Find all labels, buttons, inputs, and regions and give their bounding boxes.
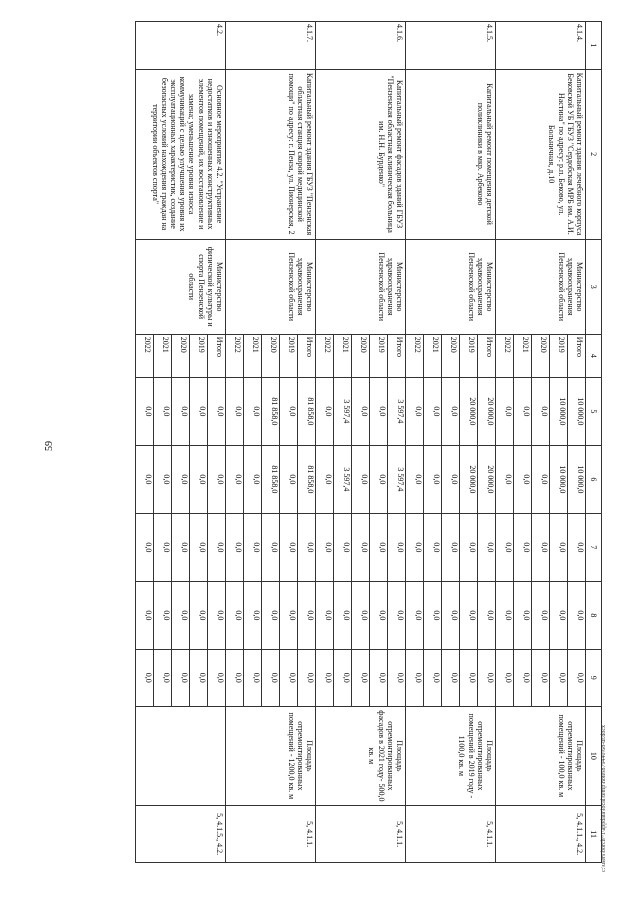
value-cell-c5: 0,0 xyxy=(532,377,550,445)
table-row xyxy=(298,22,316,863)
value-cell-c9: 0,0 xyxy=(136,649,154,706)
value-cell-c5: 0,0 xyxy=(316,377,334,445)
activity-number: 4.1.7. xyxy=(226,22,316,70)
value-cell-c6: 81 858,0 xyxy=(262,445,280,513)
page-number: 59 xyxy=(44,441,55,451)
value-cell-c7: 0,0 xyxy=(316,513,334,581)
value-cell-c5: 81 858,0 xyxy=(298,377,316,445)
value-cell-c9: 0,0 xyxy=(568,649,586,706)
value-cell-c6: 0,0 xyxy=(316,445,334,513)
value-cell-c8: 0,0 xyxy=(262,581,280,649)
value-cell-c8: 0,0 xyxy=(154,581,172,649)
value-cell-c6: 10 000,0 xyxy=(550,445,568,513)
value-cell-c9: 0,0 xyxy=(424,649,442,706)
year-label: 2021 xyxy=(154,334,172,377)
value-cell-c6: 81 858,0 xyxy=(298,445,316,513)
value-cell-c5: 0,0 xyxy=(424,377,442,445)
value-cell-c5: 20 000,0 xyxy=(460,377,478,445)
value-cell-c8: 0,0 xyxy=(370,581,388,649)
value-cell-c7: 0,0 xyxy=(496,513,514,581)
col-header-11: 11 xyxy=(586,806,602,863)
year-label: 2021 xyxy=(334,334,352,377)
table-row xyxy=(568,22,586,863)
year-label: 2022 xyxy=(406,334,424,377)
value-cell-c7: 0,0 xyxy=(262,513,280,581)
value-cell-c9: 0,0 xyxy=(388,649,406,706)
activity-number: 4.1.4. xyxy=(496,22,586,70)
reference-numbers: 5, 4.1.5., 4.2. xyxy=(136,806,226,863)
value-cell-c6: 0,0 xyxy=(424,445,442,513)
value-cell-c7: 0,0 xyxy=(568,513,586,581)
table-body xyxy=(136,22,602,863)
value-cell-c6: 0,0 xyxy=(442,445,460,513)
value-cell-c9: 0,0 xyxy=(406,649,424,706)
value-cell-c7: 0,0 xyxy=(208,513,226,581)
indicator-text: Площадь отремонтированных помещений в 2019 году - 1100,0 кв. м xyxy=(406,706,496,806)
value-cell-c7: 0,0 xyxy=(442,513,460,581)
value-cell-c6: 0,0 xyxy=(154,445,172,513)
value-cell-c8: 0,0 xyxy=(172,581,190,649)
rotated-table-container xyxy=(102,21,602,863)
value-cell-c8: 0,0 xyxy=(406,581,424,649)
value-cell-c6: 0,0 xyxy=(514,445,532,513)
activity-name: Капитальный ремонт здания ГБУЗ "Пензенская областная станция скорой медицинской помощи" по адресу: г. Пенза, ул. Пионерская, 2 xyxy=(226,69,316,239)
year-label: 2020 xyxy=(172,334,190,377)
value-cell-c6: 0,0 xyxy=(406,445,424,513)
value-cell-c8: 0,0 xyxy=(136,581,154,649)
value-cell-c9: 0,0 xyxy=(190,649,208,706)
value-cell-c8: 0,0 xyxy=(244,581,262,649)
value-cell-c5: 0,0 xyxy=(496,377,514,445)
value-cell-c8: 0,0 xyxy=(442,581,460,649)
value-cell-c5: 81 858,0 xyxy=(262,377,280,445)
value-cell-c8: 0,0 xyxy=(298,581,316,649)
value-cell-c8: 0,0 xyxy=(334,581,352,649)
value-cell-c9: 0,0 xyxy=(352,649,370,706)
year-label: Итого xyxy=(298,334,316,377)
value-cell-c5: 0,0 xyxy=(514,377,532,445)
value-cell-c6: 0,0 xyxy=(280,445,298,513)
executor-name: Министерство здравоохранения Пензенской области xyxy=(316,239,406,334)
value-cell-c5: 0,0 xyxy=(370,377,388,445)
value-cell-c7: 0,0 xyxy=(244,513,262,581)
year-label: 2019 xyxy=(550,334,568,377)
reference-numbers: 5, 4.1.1. xyxy=(226,806,316,863)
value-cell-c9: 0,0 xyxy=(514,649,532,706)
year-label: 2020 xyxy=(442,334,460,377)
column-number-row xyxy=(586,22,602,863)
value-cell-c8: 0,0 xyxy=(460,581,478,649)
value-cell-c7: 0,0 xyxy=(406,513,424,581)
value-cell-c8: 0,0 xyxy=(352,581,370,649)
value-cell-c6: 0,0 xyxy=(190,445,208,513)
activity-name: Капитальный ремонт фасадов зданий ГБУЗ "Пензенская областная клиническая больница им. Н.Н. Бурденко" xyxy=(316,69,406,239)
col-header-1: 1 xyxy=(586,22,602,70)
year-label: 2022 xyxy=(496,334,514,377)
value-cell-c8: 0,0 xyxy=(316,581,334,649)
value-cell-c9: 0,0 xyxy=(532,649,550,706)
value-cell-c8: 0,0 xyxy=(424,581,442,649)
value-cell-c9: 0,0 xyxy=(154,649,172,706)
year-label: 2020 xyxy=(352,334,370,377)
value-cell-c5: 10 000,0 xyxy=(550,377,568,445)
executor-name: Министерство физической культуры и спорта Пензенской области xyxy=(136,239,226,334)
table-row xyxy=(208,22,226,863)
value-cell-c5: 0,0 xyxy=(406,377,424,445)
year-label: 2019 xyxy=(460,334,478,377)
year-label: 2021 xyxy=(514,334,532,377)
value-cell-c5: 0,0 xyxy=(190,377,208,445)
year-label: 2022 xyxy=(136,334,154,377)
year-label: 2019 xyxy=(190,334,208,377)
year-label: 2021 xyxy=(424,334,442,377)
year-label: Итого xyxy=(388,334,406,377)
value-cell-c6: 0,0 xyxy=(496,445,514,513)
reference-numbers: 5, 4.1.1. xyxy=(406,806,496,863)
value-cell-c5: 3 597,4 xyxy=(388,377,406,445)
value-cell-c8: 0,0 xyxy=(388,581,406,649)
value-cell-c9: 0,0 xyxy=(226,649,244,706)
value-cell-c8: 0,0 xyxy=(496,581,514,649)
year-label: Итого xyxy=(478,334,496,377)
col-header-4: 4 xyxy=(586,334,602,377)
year-label: 2022 xyxy=(226,334,244,377)
col-header-9: 9 xyxy=(586,649,602,706)
value-cell-c5: 20 000,0 xyxy=(478,377,496,445)
activity-name: Капитальный ремонт здания лечебного корпуса Бековской УБ ГБУЗ "Сердобская МРБ им. А.И. Настина" по адресу: р.п. Беково, ул. Больничная, д.10 xyxy=(496,69,586,239)
activity-number: 4.2. xyxy=(136,22,226,70)
col-header-6: 6 xyxy=(586,445,602,513)
value-cell-c9: 0,0 xyxy=(370,649,388,706)
value-cell-c9: 0,0 xyxy=(172,649,190,706)
executor-name: Министерство здравоохранения Пензенской области xyxy=(406,239,496,334)
activity-number: 4.1.6. xyxy=(316,22,406,70)
value-cell-c5: 0,0 xyxy=(208,377,226,445)
col-header-2: 2 xyxy=(586,69,602,239)
value-cell-c8: 0,0 xyxy=(190,581,208,649)
year-label: 2020 xyxy=(532,334,550,377)
value-cell-c5: 0,0 xyxy=(172,377,190,445)
year-label: 2019 xyxy=(370,334,388,377)
indicator-text: Площадь отремонтированных помещений - 1200,0 кв. м xyxy=(226,706,316,806)
activity-number: 4.1.5. xyxy=(406,22,496,70)
value-cell-c9: 0,0 xyxy=(478,649,496,706)
value-cell-c9: 0,0 xyxy=(298,649,316,706)
value-cell-c7: 0,0 xyxy=(532,513,550,581)
indicator-text xyxy=(136,706,226,806)
value-cell-c9: 0,0 xyxy=(460,649,478,706)
value-cell-c7: 0,0 xyxy=(136,513,154,581)
value-cell-c6: 10 000,0 xyxy=(568,445,586,513)
year-label: Итого xyxy=(568,334,586,377)
value-cell-c8: 0,0 xyxy=(532,581,550,649)
value-cell-c7: 0,0 xyxy=(190,513,208,581)
program-activities-table xyxy=(135,21,602,863)
value-cell-c5: 0,0 xyxy=(244,377,262,445)
value-cell-c7: 0,0 xyxy=(478,513,496,581)
value-cell-c6: 3 597,4 xyxy=(388,445,406,513)
indicator-text: Площадь отремонтированных помещений - 100,0 кв. м xyxy=(496,706,586,806)
value-cell-c7: 0,0 xyxy=(154,513,172,581)
value-cell-c5: 0,0 xyxy=(442,377,460,445)
footer-file-path: c:\users\borch~1\appdata\local\temp\notes879440\68-ur.docx xyxy=(601,724,607,872)
value-cell-c7: 0,0 xyxy=(514,513,532,581)
year-label: 2020 xyxy=(262,334,280,377)
value-cell-c9: 0,0 xyxy=(244,649,262,706)
value-cell-c8: 0,0 xyxy=(208,581,226,649)
indicator-text: Площадь отремонтированных фасадов в 2021 году- 500,0 кв. м xyxy=(316,706,406,806)
value-cell-c9: 0,0 xyxy=(496,649,514,706)
value-cell-c7: 0,0 xyxy=(388,513,406,581)
value-cell-c9: 0,0 xyxy=(280,649,298,706)
value-cell-c5: 0,0 xyxy=(226,377,244,445)
value-cell-c5: 0,0 xyxy=(154,377,172,445)
value-cell-c6: 0,0 xyxy=(352,445,370,513)
value-cell-c7: 0,0 xyxy=(280,513,298,581)
value-cell-c5: 0,0 xyxy=(136,377,154,445)
table-row xyxy=(388,22,406,863)
year-label: 2019 xyxy=(280,334,298,377)
value-cell-c9: 0,0 xyxy=(442,649,460,706)
value-cell-c7: 0,0 xyxy=(226,513,244,581)
col-header-10: 10 xyxy=(586,706,602,806)
value-cell-c7: 0,0 xyxy=(370,513,388,581)
value-cell-c6: 0,0 xyxy=(226,445,244,513)
value-cell-c5: 10 000,0 xyxy=(568,377,586,445)
value-cell-c7: 0,0 xyxy=(352,513,370,581)
year-label: 2021 xyxy=(244,334,262,377)
value-cell-c8: 0,0 xyxy=(280,581,298,649)
year-label: Итого xyxy=(208,334,226,377)
value-cell-c9: 0,0 xyxy=(316,649,334,706)
value-cell-c9: 0,0 xyxy=(262,649,280,706)
value-cell-c6: 0,0 xyxy=(208,445,226,513)
activity-name: Основное мероприятие 4.2. "Устранение недостатков и изношенных конструктивных элементов помещений, их восстановление и замена; уменьшение уровня износа коммуникаций с целью улучшения уровня их эксплуатационных характеристик, создание безопасных условий нахождения граждан на территории объектов спорта" xyxy=(136,69,226,239)
activity-name: Капитальный ремонт помещения детской поликлиники в мкр. Арбеково xyxy=(406,69,496,239)
value-cell-c7: 0,0 xyxy=(298,513,316,581)
value-cell-c8: 0,0 xyxy=(568,581,586,649)
value-cell-c7: 0,0 xyxy=(424,513,442,581)
value-cell-c9: 0,0 xyxy=(334,649,352,706)
executor-name: Министерство здравоохранения Пензенской области xyxy=(496,239,586,334)
executor-name: Министерство здравоохранения Пензенской области xyxy=(226,239,316,334)
reference-numbers: 5, 4.1.1. xyxy=(316,806,406,863)
value-cell-c6: 0,0 xyxy=(532,445,550,513)
value-cell-c6: 0,0 xyxy=(172,445,190,513)
value-cell-c7: 0,0 xyxy=(550,513,568,581)
value-cell-c8: 0,0 xyxy=(550,581,568,649)
col-header-8: 8 xyxy=(586,581,602,649)
value-cell-c5: 3 597,4 xyxy=(334,377,352,445)
col-header-7: 7 xyxy=(586,513,602,581)
value-cell-c6: 20 000,0 xyxy=(478,445,496,513)
year-label: 2022 xyxy=(316,334,334,377)
value-cell-c9: 0,0 xyxy=(208,649,226,706)
value-cell-c6: 0,0 xyxy=(370,445,388,513)
value-cell-c8: 0,0 xyxy=(478,581,496,649)
value-cell-c6: 3 597,4 xyxy=(334,445,352,513)
reference-numbers: 5, 4.1.1., 4.2. xyxy=(496,806,586,863)
value-cell-c6: 20 000,0 xyxy=(460,445,478,513)
value-cell-c6: 0,0 xyxy=(136,445,154,513)
value-cell-c7: 0,0 xyxy=(334,513,352,581)
value-cell-c8: 0,0 xyxy=(514,581,532,649)
value-cell-c8: 0,0 xyxy=(226,581,244,649)
value-cell-c5: 0,0 xyxy=(280,377,298,445)
col-header-5: 5 xyxy=(586,377,602,445)
value-cell-c5: 0,0 xyxy=(352,377,370,445)
value-cell-c9: 0,0 xyxy=(550,649,568,706)
value-cell-c6: 0,0 xyxy=(244,445,262,513)
value-cell-c7: 0,0 xyxy=(460,513,478,581)
value-cell-c7: 0,0 xyxy=(172,513,190,581)
col-header-3: 3 xyxy=(586,239,602,334)
table-row xyxy=(478,22,496,863)
